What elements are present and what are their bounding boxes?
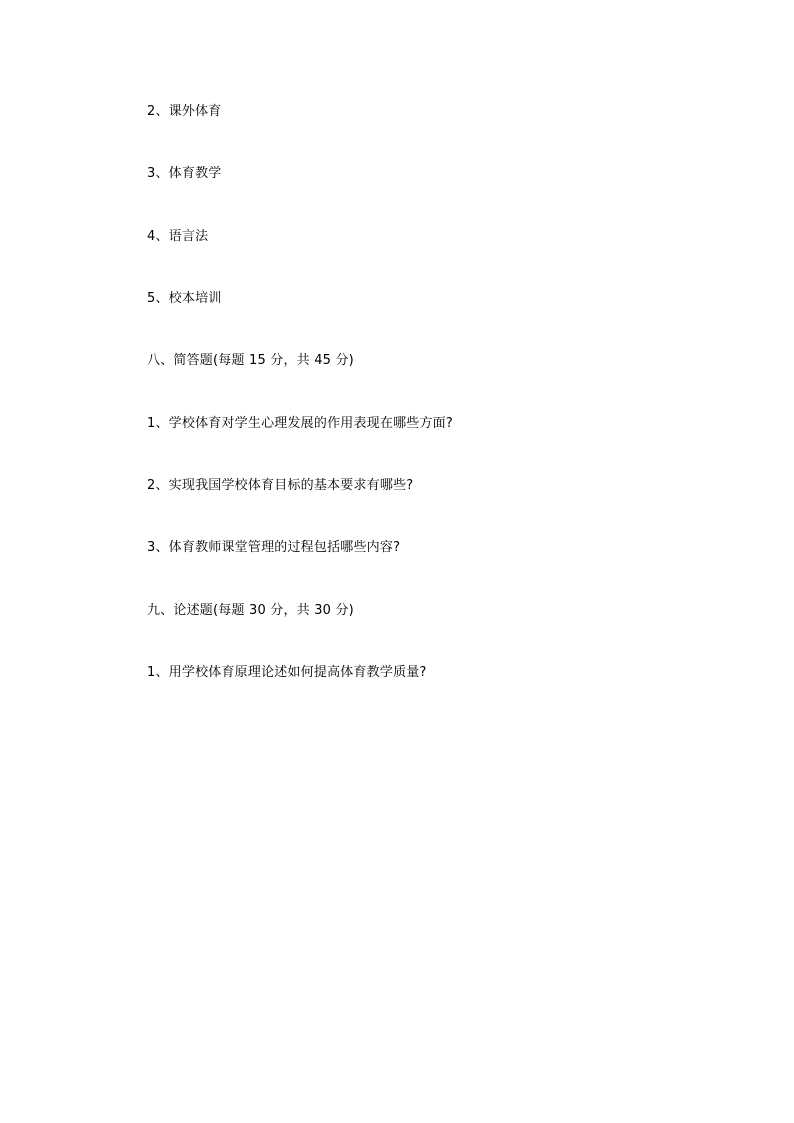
short-answer-question-3: 3、体育教师课堂管理的过程包括哪些内容? [147, 540, 401, 555]
term-item-4: 4、语言法 [147, 229, 209, 244]
section-heading-essay: 九、论述题(每题 30 分，共 30 分) [147, 603, 354, 618]
term-item-5: 5、校本培训 [147, 291, 222, 306]
term-item-2: 2、课外体育 [147, 104, 222, 119]
short-answer-question-1: 1、学校体育对学生心理发展的作用表现在哪些方面? [147, 416, 453, 431]
essay-question-1: 1、用学校体育原理论述如何提高体育教学质量? [147, 665, 427, 680]
short-answer-question-2: 2、实现我国学校体育目标的基本要求有哪些? [147, 478, 414, 493]
term-item-3: 3、体育教学 [147, 166, 222, 181]
section-heading-short-answer: 八、简答题(每题 15 分，共 45 分) [147, 353, 354, 368]
